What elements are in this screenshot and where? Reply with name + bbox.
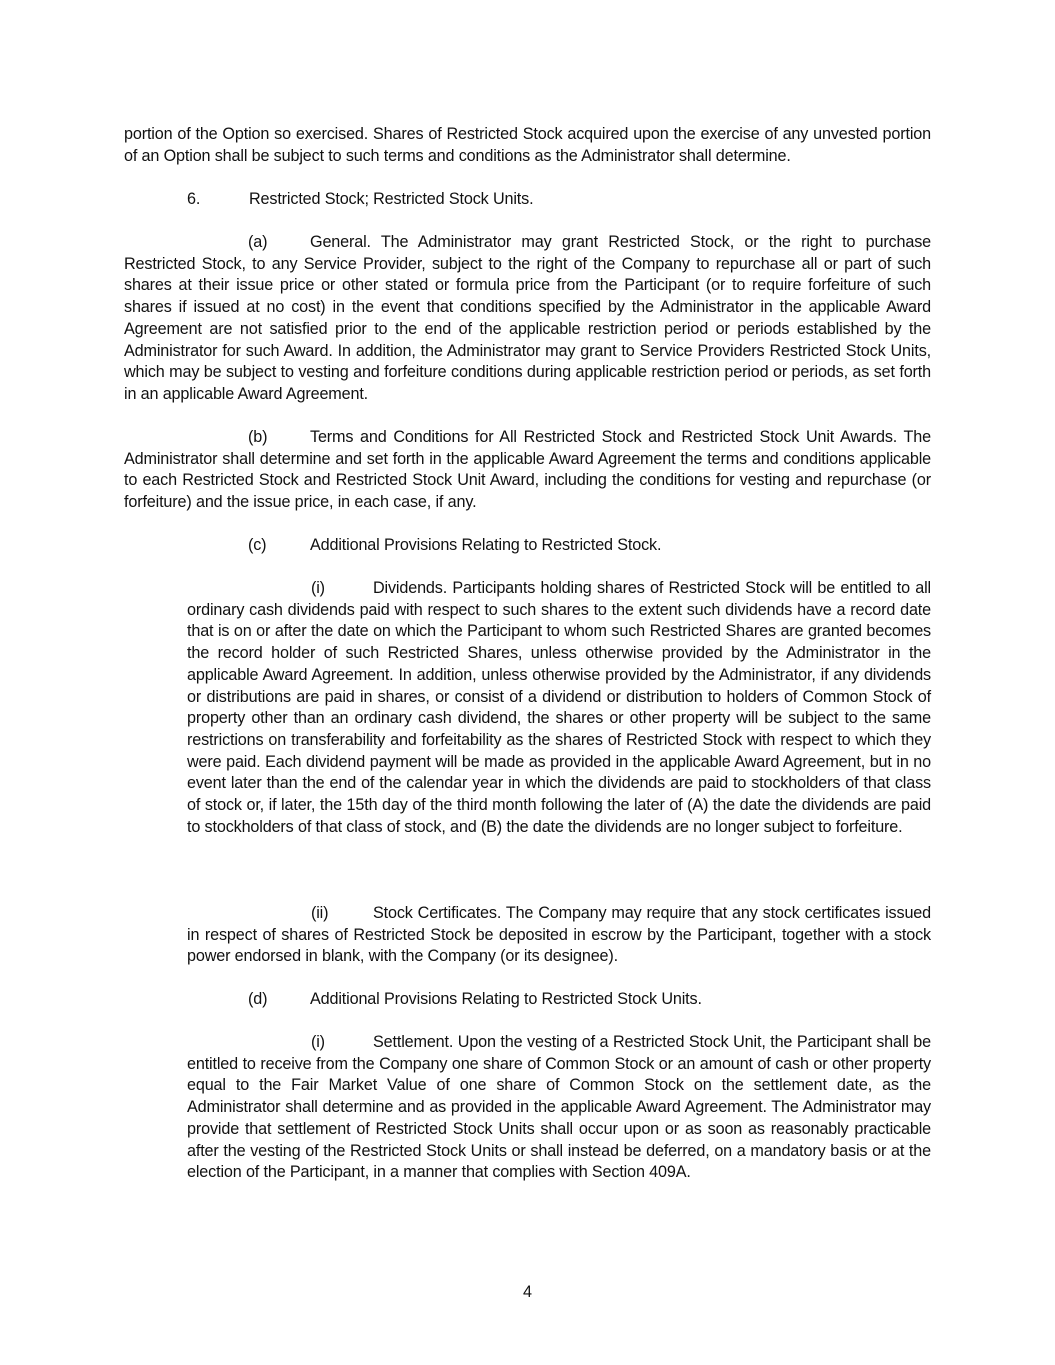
section-d-i-heading: Settlement. (373, 1033, 454, 1051)
section-c-i-label: (i) (311, 579, 325, 597)
section-6-heading (187, 189, 533, 211)
section-d-i-text: Upon the vesting of a Restricted Stock Unit, the Participant shall be entitled to receive from the Company one share of Common Stock or an amount of cash or other property equal to the Fair Market Value of one share of Common Stock on the settlement date, as the Administrator shall determine and as provided in the applicable Award Agreement. The Administrator may provide that settlement of Restricted Stock Units shall occur upon or as soon as reasonably practicable after the vesting of the Restricted Stock Units or shall instead be deferred, on a mandatory basis or at the election of the Participant, in a manner that complies with Section 409A. (187, 1033, 931, 1182)
section-b-label: (b) (248, 428, 268, 446)
section-c-i-text: Participants holding shares of Restricted Stock will be entitled to all ordinary cash dividends paid with respect to such shares to the extent such dividends have a record date that is on or after the date on which the Participant to whom such Restricted Shares are granted becomes the record holder of such Restricted Shares, unless otherwise provided by the Administrator in the applicable Award Agreement. In addition, unless otherwise provided by the Administrator, if any dividends or distributions are paid in shares, or consist of a dividend or distribution to holders of Common Stock of property other than an ordinary cash dividend, the shares or other property will be subject to the same restrictions on transferability and forfeitability as the shares of Restricted Stock with respect to which they were paid. Each dividend payment will be made as provided in the applicable Award Agreement, but in no event later than the end of the calendar year in which the dividends are paid to stockholders of that class of stock or, if later, the 15th day of the third month following the later of (A) the date the dividends are paid to stockholders of that class of stock, and (B) the date the dividends are no longer subject to forfeiture. (187, 579, 931, 836)
section-c-ii-text: The Company may require that any stock certificates issued in respect of shares of Restricted Stock be deposited in escrow by the Participant, together with a stock power endorsed in blank, with the Company (or its designee). (187, 904, 932, 966)
section-a-paragraph (124, 232, 931, 406)
section-a-label: (a) (248, 233, 268, 251)
section-d-title: Additional Provisions Relating to Restricted Stock Units. (310, 990, 702, 1008)
section-d-label: (d) (248, 990, 268, 1008)
section-6-title: Restricted Stock; Restricted Stock Units. (249, 190, 534, 208)
section-c-label: (c) (248, 536, 267, 554)
section-c-i-paragraph (187, 578, 931, 838)
section-a-text: The Administrator may grant Restricted Stock, or the right to purchase Restricted Stock, to any Service Provider, subject to the right of the Company to repurchase all or part of such shares at their issue price or other stated or formula price from the Participant (or to require forfeiture of such shares if issued at no cost) in the event that conditions specified by the Administrator in the applicable Award Agreement are not satisfied prior to the end of the applicable restriction period or periods established by the Administrator for such Award. In addition, the Administrator may grant to Service Providers Restricted Stock Units, which may be subject to vesting and forfeiture conditions during applicable restriction period or periods, as set forth in an applicable Award Agreement. (124, 233, 931, 403)
continuation-paragraph: portion of the Option so exercised. Shares of Restricted Stock acquired upon the exercise of any unvested portion of an Option shall be subject to such terms and conditions as the Administrator shall determine. (124, 125, 931, 165)
section-c-ii-heading: Stock Certificates. (373, 904, 502, 922)
section-c-ii-paragraph (187, 903, 931, 968)
section-b-paragraph (124, 427, 931, 514)
section-c-i-heading: Dividends. (373, 579, 448, 597)
section-d-i-label: (i) (311, 1033, 325, 1051)
section-c-title: Additional Provisions Relating to Restricted Stock. (310, 536, 662, 554)
section-d-i-paragraph (187, 1032, 931, 1184)
page-number: 4 (522, 1283, 532, 1301)
section-d-heading (248, 989, 702, 1011)
section-c-heading (248, 535, 661, 557)
section-b-heading: Terms and Conditions for All Restricted Stock and Restricted Stock Unit Awards. (310, 428, 898, 446)
section-c-ii-label: (ii) (311, 904, 329, 922)
section-a-heading: General. (310, 233, 371, 251)
section-6-number: 6. (187, 190, 201, 208)
section-b-text: The Administrator shall determine and set forth in the applicable Award Agreement the terms and conditions applicable to each Restricted Stock and Restricted Stock Unit Award, including the conditions for vesting and repurchase (or forfeiture) and the issue price, in each case, if any. (124, 428, 931, 512)
